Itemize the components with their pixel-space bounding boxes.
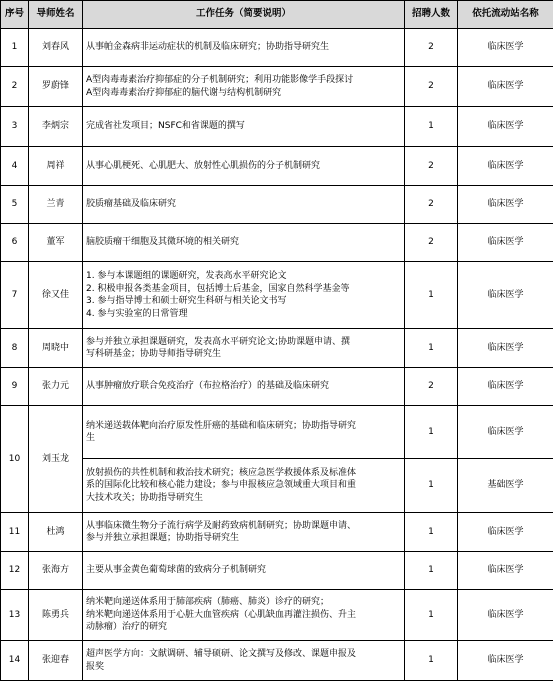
recruit-count: 1 bbox=[405, 262, 458, 329]
task-line: 脑胶质瘤干细胞及其微环境的相关研究 bbox=[86, 236, 402, 249]
task-line: 3. 参与指导博士和硕士研究生科研与相关论文书写 bbox=[86, 295, 402, 308]
table-row bbox=[1, 406, 553, 459]
mentor-name: 张海方 bbox=[29, 552, 83, 590]
task-description bbox=[83, 67, 405, 107]
task-line: A型肉毒毒素治疗抑郁症的分子机制研究；利用功能影像学手段探讨 bbox=[86, 74, 402, 87]
recruit-count: 2 bbox=[405, 67, 458, 107]
mentor-name: 张迎春 bbox=[29, 641, 83, 681]
recruit-count: 2 bbox=[405, 186, 458, 224]
mentor-name: 李炳宗 bbox=[29, 107, 83, 147]
mentor-name: 徐又佳 bbox=[29, 262, 83, 329]
task-description bbox=[83, 329, 405, 368]
station-name: 临床医学 bbox=[458, 406, 553, 459]
station-name: 临床医学 bbox=[458, 262, 553, 329]
station-name: 基础医学 bbox=[458, 459, 553, 513]
task-description bbox=[83, 513, 405, 552]
task-line: 放射损伤的共性机制和救治技术研究；核应急医学救援体系及标准体 bbox=[86, 467, 402, 480]
mentor-name: 刘玉龙 bbox=[29, 406, 83, 513]
row-number: 13 bbox=[1, 590, 29, 641]
table-row bbox=[1, 107, 553, 147]
table-row bbox=[1, 368, 553, 406]
recruit-count: 1 bbox=[405, 329, 458, 368]
row-number: 3 bbox=[1, 107, 29, 147]
row-number: 1 bbox=[1, 29, 29, 67]
table-row bbox=[1, 224, 553, 262]
task-line: 纳米靶向递送体系用于肺部疾病（肺癌、肺炎）诊疗的研究； bbox=[86, 596, 402, 609]
station-name: 临床医学 bbox=[458, 641, 553, 681]
recruit-count: 1 bbox=[405, 590, 458, 641]
header-station: 依托流动站名称 bbox=[458, 1, 553, 29]
station-name: 临床医学 bbox=[458, 186, 553, 224]
recruit-count: 1 bbox=[405, 641, 458, 681]
table-row bbox=[1, 459, 553, 513]
task-description bbox=[83, 262, 405, 329]
table-row bbox=[1, 29, 553, 67]
row-number: 5 bbox=[1, 186, 29, 224]
station-name: 临床医学 bbox=[458, 224, 553, 262]
task-description bbox=[83, 368, 405, 406]
row-number: 2 bbox=[1, 67, 29, 107]
task-line: 4. 参与实验室的日常管理 bbox=[86, 308, 402, 321]
recruit-count: 2 bbox=[405, 147, 458, 186]
mentor-name: 刘春风 bbox=[29, 29, 83, 67]
task-line: 大技术攻关；协助指导研究生 bbox=[86, 492, 402, 505]
task-description bbox=[83, 406, 405, 459]
table-row bbox=[1, 186, 553, 224]
station-name: 临床医学 bbox=[458, 147, 553, 186]
task-line: 生 bbox=[86, 432, 402, 445]
table-row bbox=[1, 552, 553, 590]
station-name: 临床医学 bbox=[458, 67, 553, 107]
task-line: 胶质瘤基础及临床研究 bbox=[86, 198, 402, 211]
header-row bbox=[1, 1, 553, 29]
task-description bbox=[83, 186, 405, 224]
task-line: 从事临床微生物分子流行病学及耐药致病机制研究；协助课题申请、 bbox=[86, 520, 402, 533]
table-row bbox=[1, 590, 553, 641]
station-name: 临床医学 bbox=[458, 29, 553, 67]
mentor-name: 杜鸿 bbox=[29, 513, 83, 552]
recruit-count: 2 bbox=[405, 29, 458, 67]
task-description bbox=[83, 147, 405, 186]
task-description bbox=[83, 107, 405, 147]
task-line: 参与并独立承担课题研究，发表高水平研究论文;协助课题申请、撰 bbox=[86, 336, 402, 349]
header-no: 序号 bbox=[1, 1, 29, 29]
task-line: 纳米靶向递送体系用于心脏大血管疾病（心肌缺血再灌注损伤、升主 bbox=[86, 609, 402, 622]
recruit-count: 1 bbox=[405, 107, 458, 147]
task-line: 写科研基金；协助导师指导研究生 bbox=[86, 348, 402, 361]
row-number: 11 bbox=[1, 513, 29, 552]
task-line: 从事帕金森病非运动症状的机制及临床研究；协助指导研究生 bbox=[86, 41, 402, 54]
table-row bbox=[1, 513, 553, 552]
task-line: 2. 积极申报各类基金项目，包括博士后基金，国家自然科学基金等 bbox=[86, 283, 402, 296]
task-line: 参与并独立承担课题；协助指导研究生 bbox=[86, 532, 402, 545]
recruit-count: 1 bbox=[405, 513, 458, 552]
station-name: 临床医学 bbox=[458, 329, 553, 368]
mentor-name: 董军 bbox=[29, 224, 83, 262]
mentor-name: 陈勇兵 bbox=[29, 590, 83, 641]
mentor-name: 张力元 bbox=[29, 368, 83, 406]
row-number: 7 bbox=[1, 262, 29, 329]
task-line: 报奖 bbox=[86, 661, 402, 674]
recruit-count: 1 bbox=[405, 552, 458, 590]
task-line: 从事心肌梗死、心肌肥大、放射性心肌损伤的分子机制研究 bbox=[86, 160, 402, 173]
task-line: A型肉毒毒素治疗抑郁症的脑代谢与结构机制研究 bbox=[86, 87, 402, 100]
recruit-count: 1 bbox=[405, 459, 458, 513]
mentor-name: 罗蔚锋 bbox=[29, 67, 83, 107]
row-number: 6 bbox=[1, 224, 29, 262]
row-number: 8 bbox=[1, 329, 29, 368]
task-description bbox=[83, 552, 405, 590]
task-description bbox=[83, 29, 405, 67]
header-count: 招聘人数 bbox=[405, 1, 458, 29]
row-number: 14 bbox=[1, 641, 29, 681]
table-row bbox=[1, 262, 553, 329]
station-name: 临床医学 bbox=[458, 513, 553, 552]
task-line: 主要从事金黄色葡萄球菌的致病分子机制研究 bbox=[86, 564, 402, 577]
row-number: 9 bbox=[1, 368, 29, 406]
mentor-name: 周祥 bbox=[29, 147, 83, 186]
table-row bbox=[1, 329, 553, 368]
task-line: 超声医学方向：文献调研、辅导硕研、论文撰写及修改、课题申报及 bbox=[86, 648, 402, 661]
station-name: 临床医学 bbox=[458, 590, 553, 641]
row-number: 12 bbox=[1, 552, 29, 590]
mentor-name: 周晓中 bbox=[29, 329, 83, 368]
task-line: 纳米递送载体靶向治疗原发性肝癌的基础和临床研究；协助指导研究 bbox=[86, 420, 402, 433]
table-body bbox=[1, 29, 553, 681]
mentor-name: 兰青 bbox=[29, 186, 83, 224]
task-line: 1. 参与本课题组的课题研究，发表高水平研究论文 bbox=[86, 270, 402, 283]
recruit-count: 2 bbox=[405, 224, 458, 262]
station-name: 临床医学 bbox=[458, 107, 553, 147]
recruit-count: 1 bbox=[405, 406, 458, 459]
task-description bbox=[83, 224, 405, 262]
recruit-count: 2 bbox=[405, 368, 458, 406]
table-row bbox=[1, 147, 553, 186]
task-description bbox=[83, 459, 405, 513]
task-description bbox=[83, 590, 405, 641]
station-name: 临床医学 bbox=[458, 552, 553, 590]
header-name: 导师姓名 bbox=[29, 1, 83, 29]
task-line: 从事肿瘤放疗联合免疫治疗（布拉格治疗）的基础及临床研究 bbox=[86, 380, 402, 393]
row-number: 10 bbox=[1, 406, 29, 513]
task-line: 系的国际化比较和核心能力建设；参与申报核应急领域重大项目和重 bbox=[86, 479, 402, 492]
row-number: 4 bbox=[1, 147, 29, 186]
task-line: 动脉瘤）治疗的研究 bbox=[86, 621, 402, 634]
task-line: 完成省社发项目；NSFC和省课题的撰写 bbox=[86, 120, 402, 133]
table-row bbox=[1, 67, 553, 107]
station-name: 临床医学 bbox=[458, 368, 553, 406]
header-task: 工作任务（简要说明） bbox=[83, 1, 405, 29]
